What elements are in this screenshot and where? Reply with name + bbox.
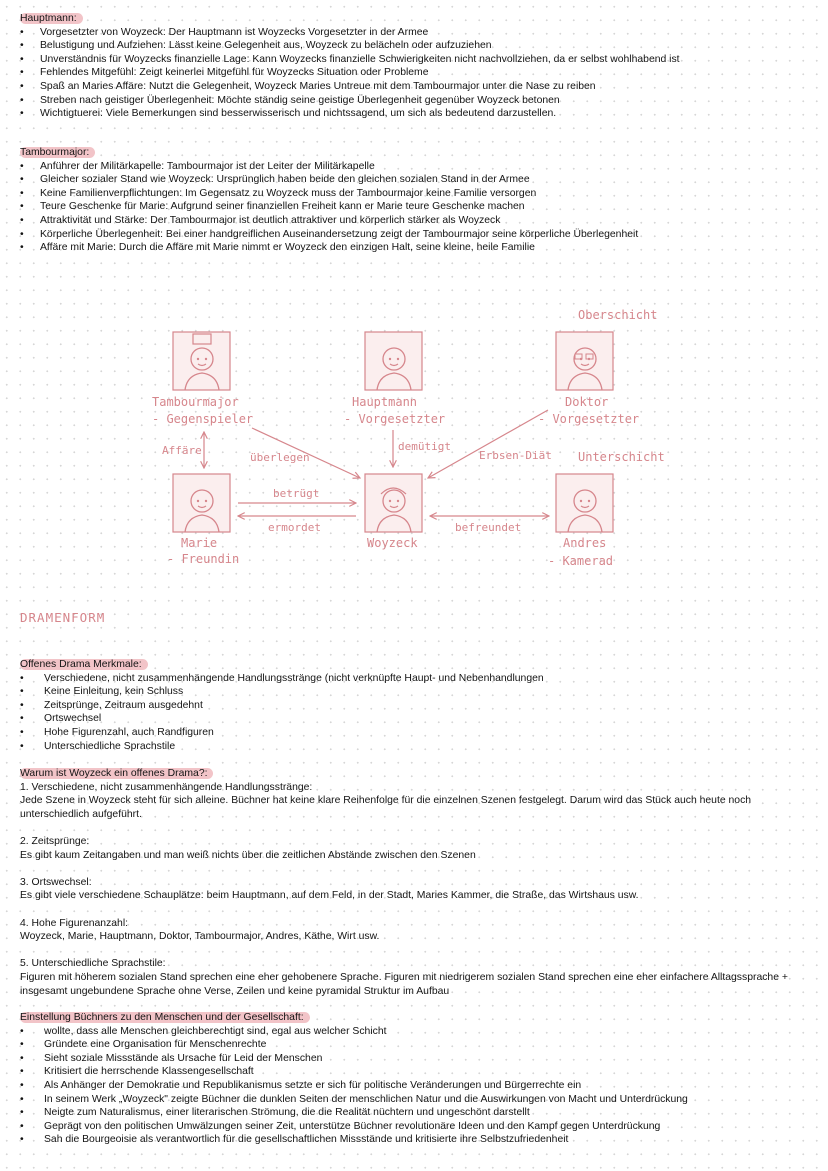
tambourmajor-portrait — [173, 332, 230, 390]
point-1-title: 1. Verschiedene, nicht zusammenhängende Handlungsstränge: — [20, 781, 313, 793]
tambourmajor-role: - Gegenspieler — [152, 412, 254, 426]
point-2-text: Es gibt kaum Zeitangaben und man weiß nichts über die zeitlichen Abstände zwischen den Szenen — [20, 849, 476, 861]
hauptmann-portrait — [365, 332, 422, 390]
list-item: • Hohe Figurenzahl, auch Randfiguren — [20, 726, 810, 740]
list-item: • Unverständnis für Woyzecks finanzielle Lage: Kann Woyzecks finanzielle Schwierigkeiten nicht nachvollziehen, da er selbst wohlhabend ist — [20, 53, 810, 67]
warum-section — [20, 767, 810, 998]
andres-role: - Kamerad — [548, 554, 614, 568]
einstellung-list — [20, 1025, 810, 1147]
hauptmann-role: - Vorgesetzter — [344, 412, 446, 426]
hauptmann-name: Hauptmann — [352, 395, 418, 409]
woyzeck-portrait — [365, 474, 422, 532]
ueberlegen-label: überlegen — [250, 451, 310, 464]
list-item: • Attraktivität und Stärke: Der Tambourmajor ist deutlich attraktiver und körperlich stärker als Woyzeck — [20, 214, 810, 228]
dramenform-title: DRAMENFORM — [20, 610, 106, 625]
list-item: • Verschiedene, nicht zusammenhängende Handlungsstränge (nicht verknüpfte Haupt- und Nebenhandlungen — [20, 672, 810, 686]
point-2-title: 2. Zeitsprünge: — [20, 835, 90, 847]
point-3-text: Es gibt viele verschiedene Schauplätze: beim Hauptmann, auf dem Feld, in der Stadt, Maries Kammer, die Straße, das Wirtshaus usw. — [20, 890, 639, 902]
point-1-text: Jede Szene in Woyzeck steht für sich alleine. Büchner hat keine klare Reihenfolge für die einzelnen Szenen festgelegt. Darum wird das Stück auch heute noch unterschiedlich aufgeführt. — [20, 795, 752, 820]
list-item: • Neigte zum Naturalismus, einer literarischen Strömung, die die Realität nüchtern und ungeschönt darstellt — [20, 1106, 810, 1120]
hauptmann-heading: Hauptmann: — [20, 13, 83, 24]
doktor-portrait — [556, 332, 613, 390]
list-item: • Gründete eine Organisation für Menschenrechte — [20, 1038, 810, 1052]
point-3-title: 3. Ortswechsel: — [20, 876, 92, 888]
list-item: • Anführer der Militärkapelle: Tambourmajor ist der Leiter der Militärkapelle — [20, 160, 810, 174]
offenes-drama-heading: Offenes Drama Merkmale: — [20, 659, 148, 670]
einstellung-heading: Einstellung Büchners zu den Menschen und der Gesellschaft: — [20, 1012, 310, 1023]
woyzeck-name: Woyzeck — [367, 536, 418, 550]
list-item: • Keine Familienverpflichtungen: Im Gegensatz zu Woyzeck muss der Tambourmajor keine Familie versorgen — [20, 187, 810, 201]
doktor-name: Doktor — [565, 395, 609, 409]
befreundet-label: befreundet — [455, 521, 522, 534]
tambourmajor-heading: Tambourmajor: — [20, 147, 95, 158]
point-4-text: Woyzeck, Marie, Hauptmann, Doktor, Tambourmajor, Andres, Käthe, Wirt usw. — [20, 931, 380, 943]
warum-heading: Warum ist Woyzeck ein offenes Drama?: — [20, 768, 213, 779]
point-5-text: Figuren mit höherem sozialen Stand sprechen eine eher gehobenere Sprache. Figuren mit niedrigerem sozialen Stand sprechen eine eher einfachere Alltagssprache + insgesamt ungebundene Sprache ohne Verse, Zeilen und keine pyramidal Struktur im Aufbau — [20, 971, 788, 997]
list-item: • Ortswechsel — [20, 712, 810, 726]
unterschicht-label: Unterschicht — [578, 450, 665, 464]
list-item: • Kritisiert die herrschende Klassengesellschaft — [20, 1065, 810, 1079]
point-5-title: 5. Unterschiedliche Sprachstile: — [20, 958, 166, 970]
betruegt-label: betrügt — [273, 487, 320, 500]
oberschicht-label: Oberschicht — [578, 308, 658, 322]
list-item: • Als Anhänger der Demokratie und Republikanismus setzte er sich für politische Veränderungen und Bürgerrechte ein — [20, 1079, 810, 1093]
tambourmajor-name: Tambourmajor — [152, 395, 239, 409]
andres-portrait — [556, 474, 613, 532]
list-item: • Keine Einleitung, kein Schluss — [20, 685, 810, 699]
marie-name: Marie — [181, 536, 218, 550]
demuetigt-label: demütigt — [398, 440, 451, 453]
offenes-drama-list — [20, 672, 810, 754]
list-item: • Belustigung und Aufziehen: Lässt keine Gelegenheit aus, Woyzeck zu belächeln oder aufzuziehen — [20, 39, 810, 53]
list-item: • In seinem Werk „Woyzeck" zeigte Büchner die dunklen Seiten der menschlichen Natur und die Auswirkungen von Macht und Unterdrückung — [20, 1093, 810, 1107]
list-item: • Zeitsprünge, Zeitraum ausgedehnt — [20, 699, 810, 713]
point-4-title: 4. Hohe Figurenanzahl: — [20, 917, 129, 929]
einstellung-section — [20, 1011, 810, 1147]
list-item: • Spaß an Maries Affäre: Nutzt die Gelegenheit, Woyzeck Maries Untreue mit dem Tambourmajor unter die Nase zu reiben — [20, 80, 810, 94]
list-item: • Streben nach geistiger Überlegenheit: Möchte ständig seine geistige Überlegenheit gegenüber Woyzeck betonen — [20, 94, 810, 108]
list-item: • Körperliche Überlegenheit: Bei einer handgreiflichen Auseinandersetzung zeigt der Tambourmajor seine körperliche Überlegenheit — [20, 228, 810, 242]
doktor-role: - Vorgesetzter — [538, 412, 640, 426]
list-item: • wollte, dass alle Menschen gleichberechtigt sind, egal aus welcher Schicht — [20, 1025, 810, 1039]
list-item: • Wichtigtuerei: Viele Bemerkungen sind besserwisserisch und nichtssagend, um sich als bedeutend darzustellen. — [20, 107, 810, 121]
marie-role: - Freundin — [167, 552, 240, 566]
list-item: • Geprägt von den politischen Umwälzungen seiner Zeit, unterstütze Büchner revolutionäre Ideen und den Kampf gegen Unterdrückung — [20, 1120, 810, 1134]
list-item: • Fehlendes Mitgefühl: Zeigt keinerlei Mitgefühl für Woyzecks Situation oder Probleme — [20, 66, 810, 80]
affaere-label: Affäre — [162, 444, 202, 457]
list-item: • Vorgesetzter von Woyzeck: Der Hauptmann ist Woyzecks Vorgesetzter in der Armee — [20, 26, 810, 40]
ermordet-label: ermordet — [268, 521, 321, 534]
list-item: • Sieht soziale Missstände als Ursache für Leid der Menschen — [20, 1052, 810, 1066]
andres-name: Andres — [563, 536, 607, 550]
list-item: • Sah die Bourgeoisie als verantwortlich für die gesellschaftlichen Missstände und kritisierte ihre Selbstzufriedenheit — [20, 1133, 810, 1147]
marie-portrait — [173, 474, 230, 532]
list-item: • Teure Geschenke für Marie: Aufgrund seiner finanziellen Freiheit kann er Marie teure Geschenke machen — [20, 200, 810, 214]
list-item: • Gleicher sozialer Stand wie Woyzeck: Ursprünglich haben beide den gleichen sozialen Stand in der Armee — [20, 173, 810, 187]
list-item: • Unterschiedliche Sprachstile — [20, 740, 810, 754]
list-item: • Affäre mit Marie: Durch die Affäre mit Marie nimmt er Woyzeck den einzigen Halt, seine kleine, heile Familie — [20, 241, 810, 255]
offenes-drama-section — [20, 658, 810, 753]
erbsen-label: Erbsen-Diät — [479, 449, 552, 462]
